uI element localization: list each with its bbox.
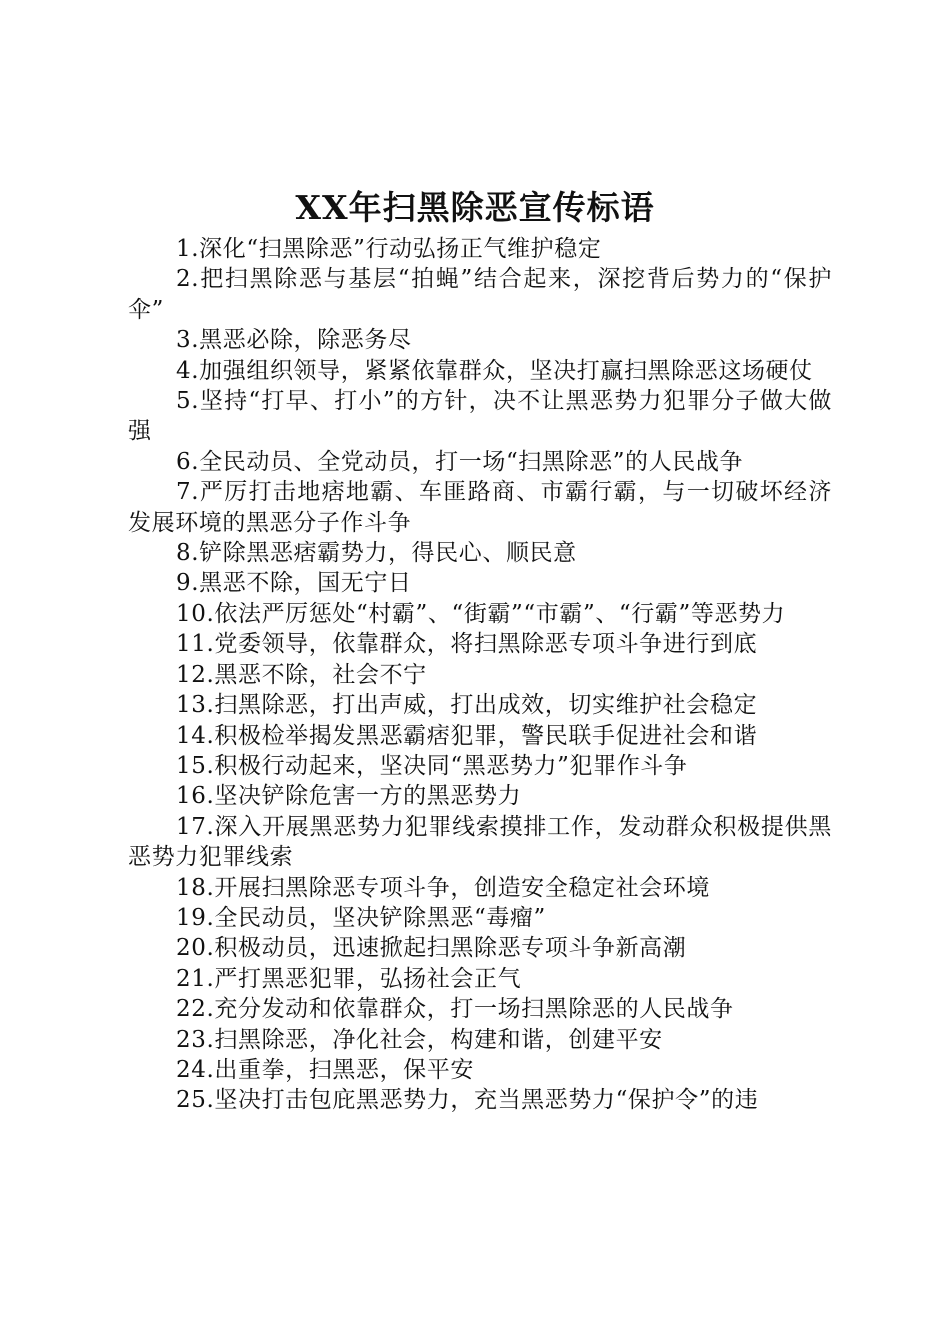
slogan-item: 8.铲除黑恶痞霸势力，得民心、顺民意 [176,540,577,567]
slogan-item: 4.加强组织领导，紧紧依靠群众，坚决打赢扫黑除恶这场硬仗 [176,357,813,384]
slogan-item: 11.党委领导，依靠群众，将扫黑除恶专项斗争进行到底 [176,631,758,658]
slogan-item: 2.把扫黑除恶与基层“拍蝇”结合起来，深挖背后势力的“保护伞” [128,266,832,323]
slogan-item: 22.充分发动和依靠群众，打一场扫黑除恶的人民战争 [176,996,734,1023]
slogan-item: 21.严打黑恶犯罪，弘扬社会正气 [176,965,522,992]
slogan-list [128,234,832,1116]
slogan-item: 5.坚持“打早、打小”的方针，决不让黑恶势力犯罪分子做大做强 [128,388,832,445]
slogan-item: 6.全民动员、全党动员，打一场“扫黑除恶”的人民战争 [176,448,744,475]
slogan-item: 14.积极检举揭发黑恶霸痞犯罪，警民联手促进社会和谐 [176,722,758,749]
slogan-item: 23.扫黑除恶，净化社会，构建和谐，创建平安 [176,1026,663,1053]
slogan-item: 19.全民动员，坚决铲除黑恶“毒瘤” [176,904,546,931]
slogan-item: 12.黑恶不除，社会不宁 [176,661,427,688]
slogan-item: 7.严厉打击地痞地霸、车匪路商、市霸行霸，与一切破坏经济发展环境的黑恶分子作斗争 [128,479,832,536]
slogan-item: 25.坚决打击包庇黑恶势力，充当黑恶势力“保护令”的违 [176,1087,759,1114]
slogan-item: 18.开展扫黑除恶专项斗争，创造安全稳定社会环境 [176,874,710,901]
slogan-item: 16.坚决铲除危害一方的黑恶势力 [176,783,522,810]
slogan-item: 24.出重拳，扫黑恶，保平安 [176,1056,474,1083]
slogan-item: 3.黑恶必除，除恶务尽 [176,327,412,354]
slogan-item: 1.深化“扫黑除恶”行动弘扬正气维护稳定 [176,236,602,262]
slogan-item: 20.积极动员，迅速掀起扫黑除恶专项斗争新高潮 [176,935,687,962]
slogan-item: 13.扫黑除恶，打出声威，打出成效，切实维护社会稳定 [176,692,758,719]
slogan-item: 10.依法严厉惩处“村霸”、“街霸”“市霸”、“行霸”等恶势力 [176,600,786,627]
slogan-item: 9.黑恶不除，国无宁日 [176,570,412,597]
slogan-item: 15.积极行动起来，坚决同“黑恶势力”犯罪作斗争 [176,752,688,779]
slogan-item: 17.深入开展黑恶势力犯罪线索摸排工作，发动群众积极提供黑恶势力犯罪线索 [128,813,832,871]
document-title: XX年扫黑除恶宣传标语 [295,188,655,227]
